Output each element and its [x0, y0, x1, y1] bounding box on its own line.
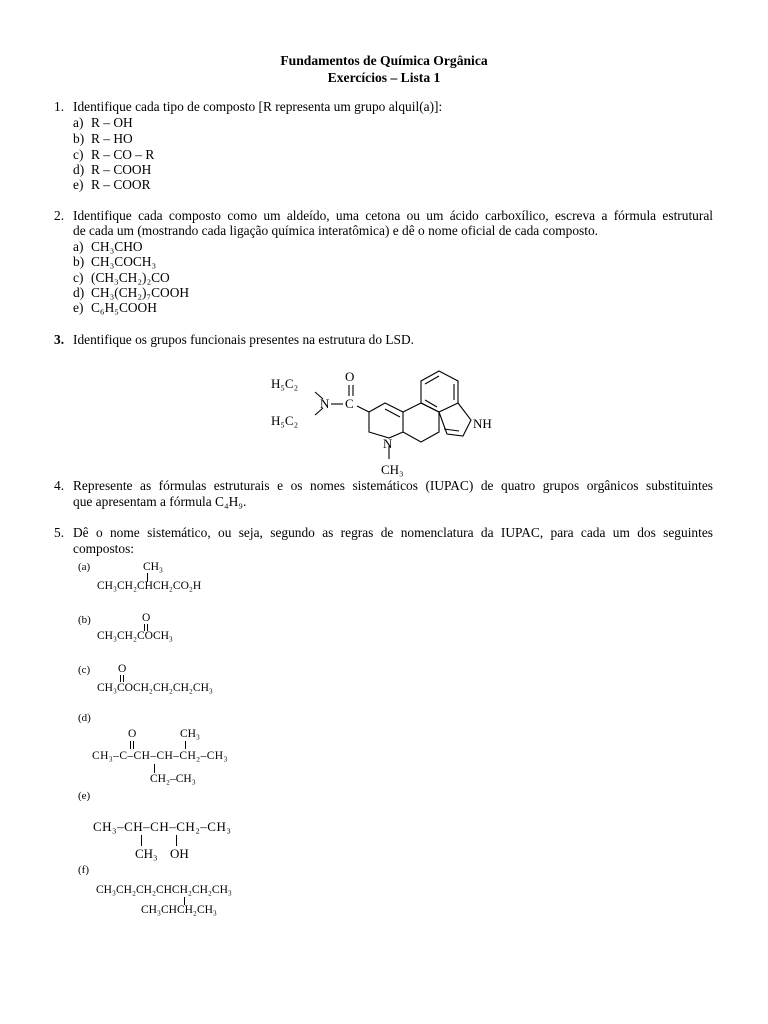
q1-option-c: c) R – CO – R: [73, 147, 155, 162]
n-ring-label: N: [383, 436, 393, 451]
q2-option-b: b) CH₃COCH₃: [73, 254, 157, 269]
nh-label: NH: [473, 416, 492, 431]
q1-option-e: e) R – COOR: [73, 177, 151, 192]
compound-c-label: (c): [78, 664, 91, 676]
compound-e-methyl: CH₃: [135, 846, 158, 861]
h5c2-bottom-label: H₅C₂: [271, 413, 299, 428]
compound-f-formula: CH₃CH₂CH₂CHCH₂CH₂CH₃: [96, 884, 232, 896]
question-4-text-line2: que apresentam a fórmula C₄H₉.: [73, 494, 247, 509]
lsd-structure-diagram: [265, 362, 510, 477]
ch3-label: CH₃: [381, 462, 404, 477]
compound-e-formula: CH₃–CH–CH–CH₂–CH₃: [93, 819, 232, 834]
compound-c-double-bond-1: [120, 675, 121, 682]
n-amide-label: N: [320, 396, 330, 411]
compound-d-oxygen: O: [128, 728, 137, 740]
q2-option-d: d) CH₃(CH₂)₇COOH: [73, 285, 190, 300]
o-label: O: [345, 369, 355, 384]
q2-option-c: c) (CH₃CH₂)₂CO: [73, 270, 170, 285]
compound-a-label: (a): [78, 561, 91, 573]
question-4-number: 4.: [54, 478, 65, 493]
c-carbonyl-label: C: [345, 396, 354, 411]
question-2-text-line1: Identifique cada composto como um aldeído, uma cetona ou um ácido carboxílico, escreva a fórmula estrutural: [73, 208, 713, 223]
compound-d-methyl: CH₃: [180, 728, 200, 740]
compound-d-formula: CH₃–C–CH–CH–CH₂–CH₃: [92, 750, 228, 762]
q1-option-d: d) R – COOH: [73, 162, 152, 177]
compound-b-label: (b): [78, 614, 91, 626]
question-3-text: Identifique os grupos funcionais presentes na estrutura do LSD.: [73, 332, 415, 347]
compound-b-oxygen: O: [142, 612, 151, 624]
q1-option-a: a) R – OH: [73, 115, 133, 130]
compound-e-methyl-bond: [141, 835, 142, 846]
question-5-number: 5.: [54, 525, 65, 540]
compound-e-label: (e): [78, 790, 91, 802]
compound-f-branch: CH₃CHCH₂CH₃: [141, 904, 217, 916]
question-1-text: Identifique cada tipo de composto [R representa um grupo alquil(a)]:: [73, 99, 443, 114]
compound-d-double-bond-2: [133, 741, 134, 749]
compound-d-ethyl-bond: [154, 764, 155, 773]
q2-option-e: e) C₆H₅COOH: [73, 300, 157, 315]
compound-f-label: (f): [78, 864, 89, 876]
compound-c-oxygen: O: [118, 663, 127, 675]
question-3-number: 3.: [54, 332, 65, 347]
compound-c-formula: CH₃COCH₂CH₂CH₂CH₃: [97, 682, 213, 694]
compound-b-formula: CH₃CH₂COCH₃: [97, 630, 173, 642]
compound-d-label: (d): [78, 712, 91, 724]
compound-e-hydroxyl: OH: [170, 846, 189, 861]
compound-a-substituent: CH₃: [143, 561, 163, 573]
h5c2-top-label: H₅C₂: [271, 376, 299, 391]
compound-d-ethyl: CH₂–CH₃: [150, 773, 196, 785]
compound-d-double-bond-1: [130, 741, 131, 749]
compound-d-methyl-bond: [185, 741, 186, 749]
question-2-text-line2: de cada um (mostrando cada ligação química interatômica) e dê o nome oficial de cada composto.: [73, 223, 598, 238]
question-5-text-line1: Dê o nome sistemático, ou seja, segundo as regras de nomenclatura da IUPAC, para cada um dos seguintes: [73, 525, 713, 540]
document-subtitle: Exercícios – Lista 1: [327, 70, 441, 85]
compound-c-double-bond-2: [123, 675, 124, 682]
question-4-text-line1: Represente as fórmulas estruturais e os nomes sistemáticos (IUPAC) de quatro grupos orgânicos substituintes: [73, 478, 713, 493]
compound-e-hydroxyl-bond: [176, 835, 177, 846]
q2-option-a: a) CH₃CHO: [73, 239, 143, 254]
q1-option-b: b) R – HO: [73, 131, 133, 146]
question-5-text-line2: compostos:: [73, 541, 135, 556]
compound-a-formula: CH₃CH₂CHCH₂CO₂H: [97, 580, 202, 592]
question-2-number: 2.: [54, 208, 65, 223]
document-title: Fundamentos de Química Orgânica: [280, 53, 488, 68]
question-1-number: 1.: [54, 99, 65, 114]
